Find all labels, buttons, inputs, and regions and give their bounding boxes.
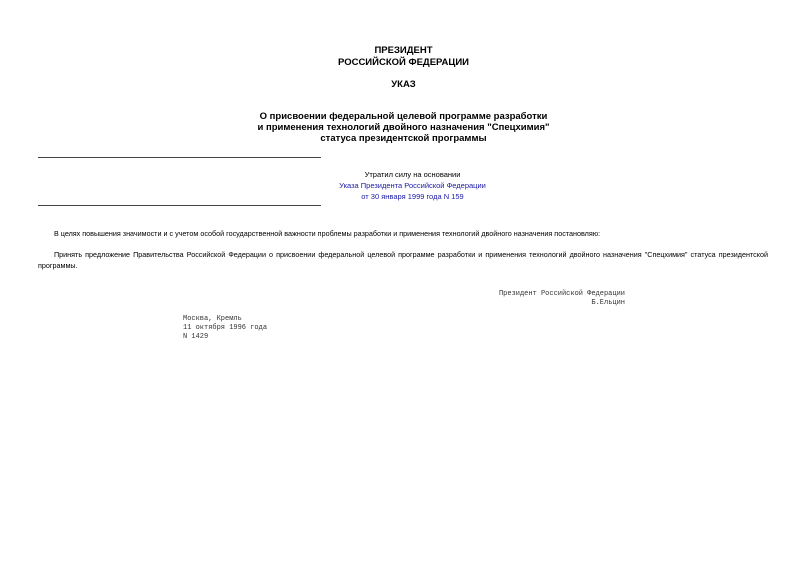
validity-note-text: Утратил силу на основании [364,170,461,179]
title-line-2: и применения технологий двойного назначения "Спецхимия" [257,122,550,133]
body-paragraph-2: Принять предложение Правительства Российской Федерации о присвоении федеральной целевой программе разработки и применения технологий двойного назначения "Спецхимия" статуса президентской программы. [38,250,768,270]
document-type: УКАЗ [391,79,416,90]
divider-bottom [38,205,321,206]
title-line-3: статуса президентской программы [320,133,487,144]
validity-note [320,169,505,202]
divider-top [38,157,321,158]
header-federation: РОССИЙСКОЙ ФЕДЕРАЦИИ [337,57,469,68]
decree-number: N 1429 [183,333,209,341]
issue-date: 11 октября 1996 года [183,324,268,332]
title-line-1: О присвоении федеральной целевой программе разработки [259,111,548,122]
repealing-decree-link[interactable]: Указа Президента Российской Федерации [339,181,486,190]
repealing-decree-date-link[interactable]: от 30 января 1999 года N 159 [361,192,464,201]
body-paragraph-1: В целях повышения значимости и с учетом особой государственной важности проблемы разработки и применения технологий двойного назначения постановляю: [54,229,601,238]
header-president: ПРЕЗИДЕНТ [374,45,433,56]
issue-place: Москва, Кремль [183,315,242,323]
signature-position: Президент Российской Федерации [498,290,625,298]
signature-name: Б.Ельцин [591,299,625,307]
